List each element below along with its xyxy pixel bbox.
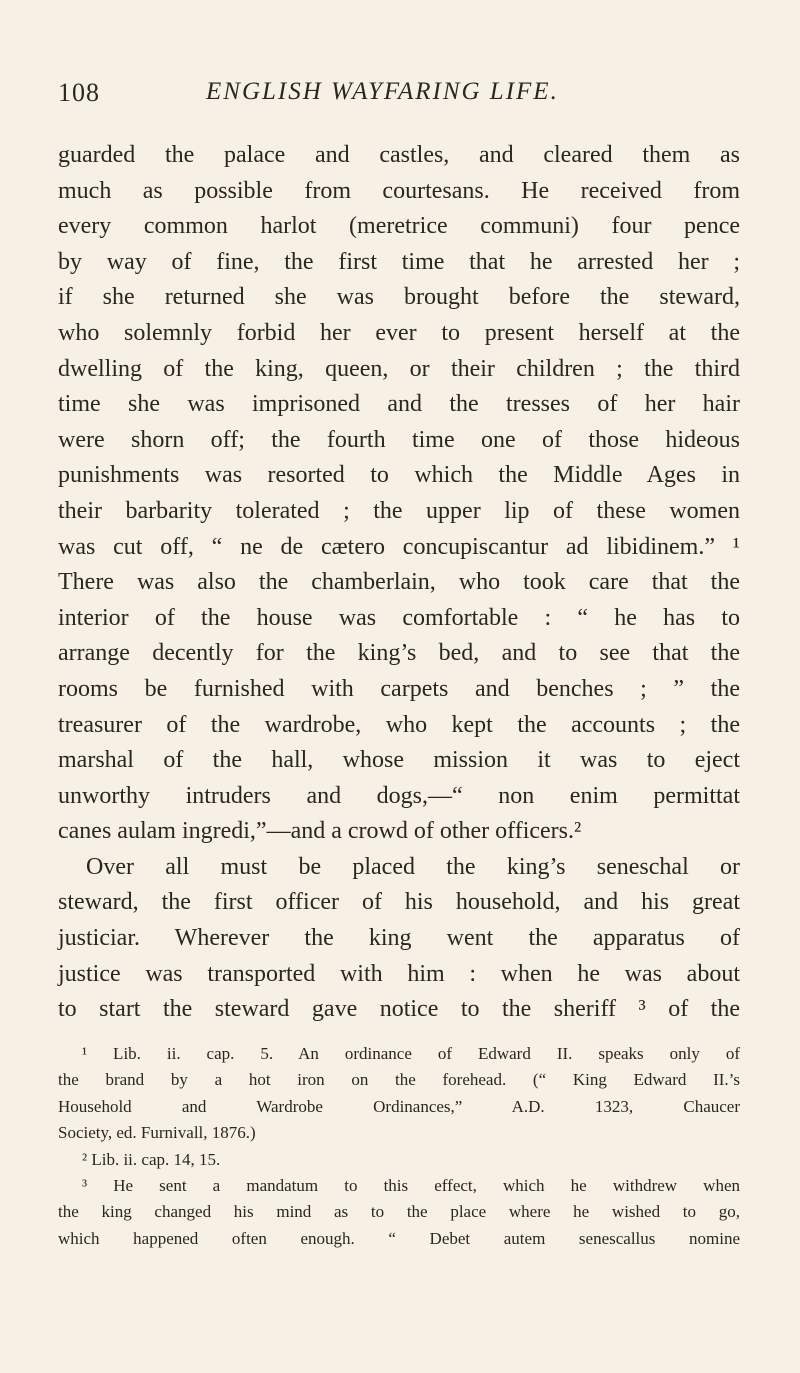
text-line: unworthy intruders and dogs,—“ non enim permittat: [58, 782, 740, 809]
text-line: interior of the house was comfortable : “ he has to: [58, 604, 740, 631]
text-line: Over all must be placed the king’s seneschal or: [86, 853, 740, 880]
footnote-line: ³ He sent a mandatum to this effect, which he withdrew when: [82, 1175, 740, 1195]
text-line: arrange decently for the king’s bed, and to see that the: [58, 640, 740, 667]
text-line: time she was imprisoned and the tresses of her hair: [58, 391, 740, 418]
text-line: dwelling of the king, queen, or their children ; the third: [58, 355, 740, 382]
text-line: treasurer of the wardrobe, who kept the accounts ; the: [58, 711, 740, 738]
footnote-line: the king changed his mind as to the place where he wished to go,: [58, 1202, 740, 1222]
text-line: steward, the first officer of his household, and his great: [58, 889, 740, 916]
text-line: rooms be furnished with carpets and benches ; ” the: [58, 675, 740, 702]
text-line: who solemnly forbid her ever to present herself at the: [58, 319, 740, 346]
footnote-line: which happened often enough. “ Debet autem senescallus nomine: [58, 1228, 740, 1248]
text-line: were shorn off; the fourth time one of those hideous: [58, 426, 740, 453]
footnotes: [58, 1041, 740, 1252]
text-line: justice was transported with him : when he was about: [58, 960, 740, 987]
text-line: guarded the palace and castles, and cleared them as: [58, 142, 740, 168]
main-text: [58, 138, 740, 1028]
text-line: punishments was resorted to which the Middle Ages in: [58, 462, 740, 489]
text-line: much as possible from courtesans. He received from: [58, 177, 740, 204]
text-line: by way of fine, the first time that he arrested her ;: [58, 248, 740, 275]
text-line: marshal of the hall, whose mission it was to eject: [58, 747, 740, 774]
footnote-line: ² Lib. ii. cap. 14, 15.: [82, 1149, 221, 1169]
text-line: was cut off, “ ne de cætero concupiscantur ad libidinem.” ¹: [58, 533, 740, 560]
running-title: ENGLISH WAYFARING LIFE.: [206, 78, 559, 105]
footnote-line: Society, ed. Furnivall, 1876.): [58, 1123, 256, 1143]
page-header: [58, 78, 742, 112]
text-line: their barbarity tolerated ; the upper lip of these women: [58, 497, 740, 524]
page-number: 108: [58, 78, 100, 107]
text-line: every common harlot (meretrice communi) four pence: [58, 213, 740, 240]
text-line: There was also the chamberlain, who took care that the: [58, 569, 740, 596]
text-line: canes aulam ingredi,”—and a crowd of other officers.²: [58, 818, 582, 845]
footnote-line: Household and Wardrobe Ordinances,” A.D. 1323, Chaucer: [58, 1096, 740, 1116]
footnote-line: ¹ Lib. ii. cap. 5. An ordinance of Edward II. speaks only of: [82, 1044, 740, 1063]
text-line: justiciar. Wherever the king went the apparatus of: [58, 925, 740, 952]
text-line: if she returned she was brought before the steward,: [58, 284, 740, 311]
text-line: to start the steward gave notice to the sheriff ³ of the: [58, 996, 740, 1023]
footnote-line: the brand by a hot iron on the forehead. (“ King Edward II.’s: [58, 1070, 740, 1090]
